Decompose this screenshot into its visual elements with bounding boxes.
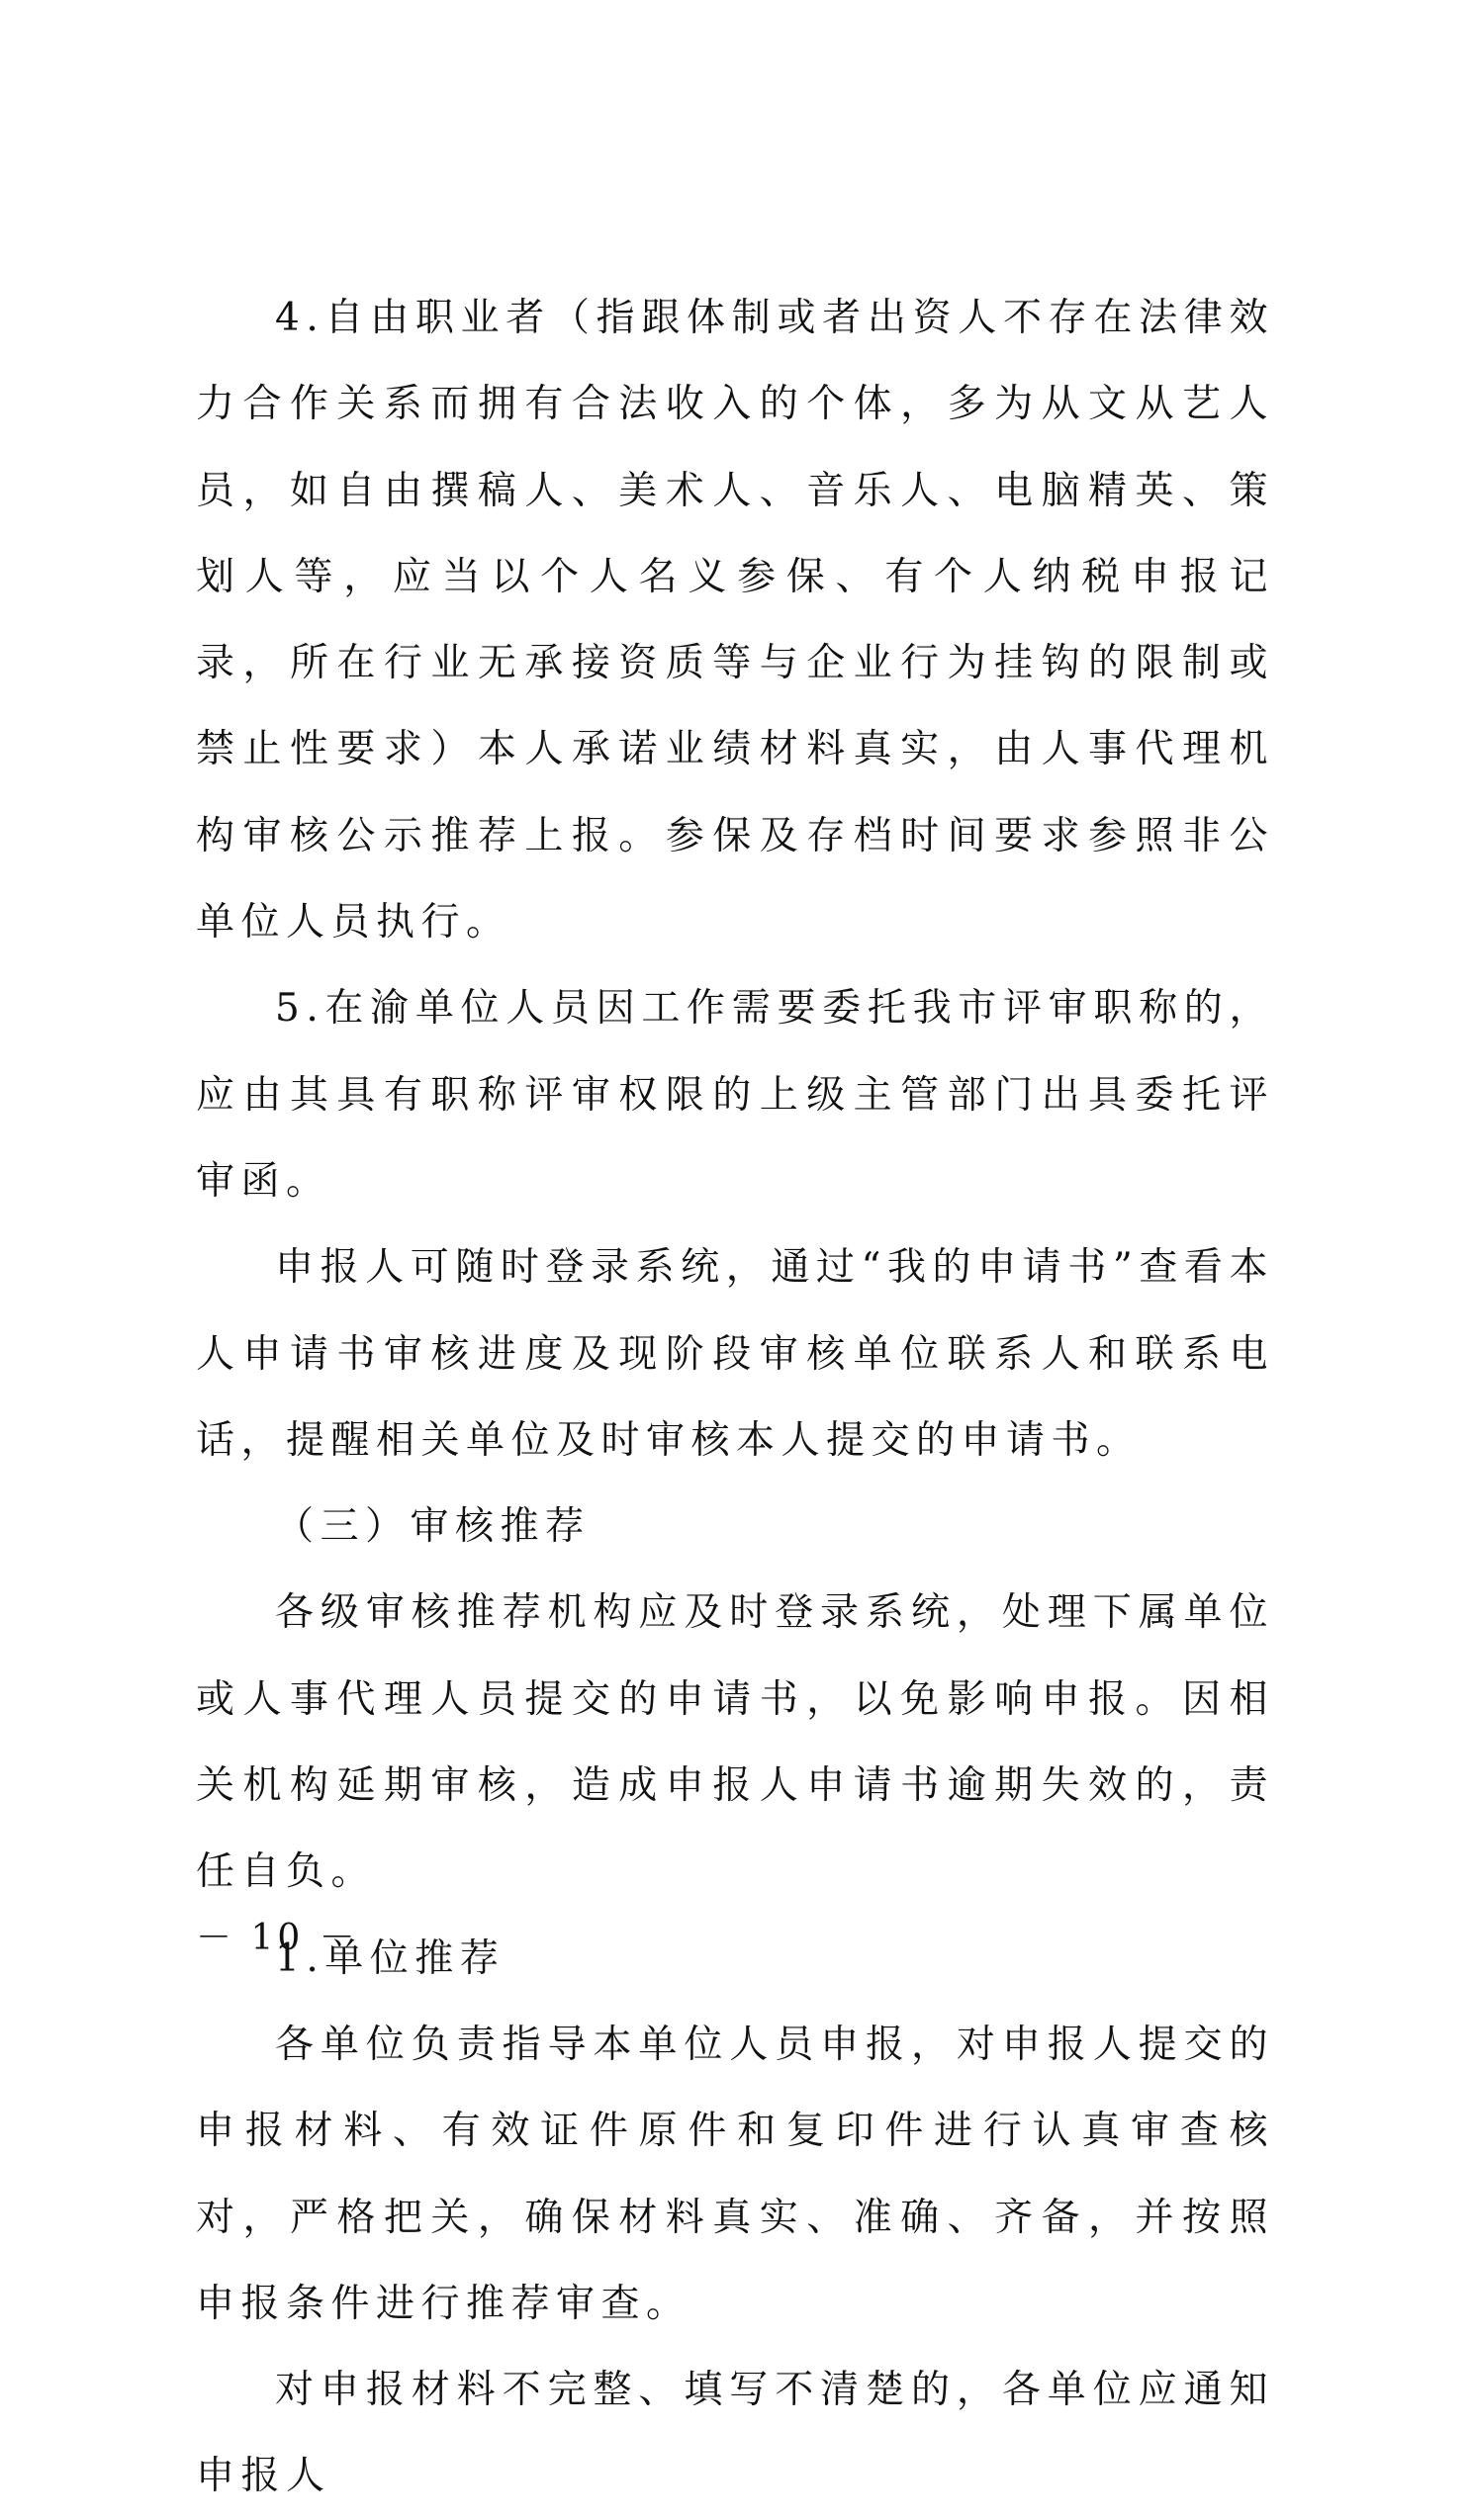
section-heading-review-recommendation: （三）审核推荐	[275, 1504, 591, 1550]
paragraph-incomplete-materials: 对申报材料不完整、填写不清楚的，各单位应通知申报人	[196, 2368, 1274, 2499]
paragraph-review-agencies: 各级审核推荐机构应及时登录系统，处理下属单位或人事代理人员提交的申请书，以免影响申报。因相关机构延期审核，造成申报人申请书逾期失效的，责任自负。	[196, 1590, 1274, 1895]
document-body	[196, 275, 1274, 2520]
page-number: － 10 －	[196, 1918, 359, 1958]
subheading-unit-recommendation: 1.单位推荐	[275, 1935, 506, 1981]
paragraph-item-4-freelancers: 4.自由职业者（指跟体制或者出资人不存在法律效力合作关系而拥有合法收入的个体，多为从文从艺人员，如自由撰稿人、美术人、音乐人、电脑精英、策划人等，应当以个人名义参保、有个人纳税申报记录，所在行业无承接资质等与企业行为挂钩的限制或禁止性要求）本人承诺业绩材料真实，由人事代理机构审核公示推荐上报。参保及存档时间要求参照非公单位人员执行。	[196, 296, 1274, 945]
paragraph-unit-responsibility: 各单位负责指导本单位人员申报，对申报人提交的申报材料、有效证件原件和复印件进行认真审查核对，严格把关，确保材料真实、准确、齐备，并按照申报条件进行推荐审查。	[196, 2022, 1274, 2326]
paragraph-applicant-progress: 申报人可随时登录系统，通过“我的申请书”查看本人申请书审核进度及现阶段审核单位联系人和联系电话，提醒相关单位及时审核本人提交的申请书。	[196, 1245, 1274, 1463]
paragraph-item-5-commissioned-review: 5.在渝单位人员因工作需要委托我市评审职称的，应由其具有职称评审权限的上级主管部门出具委托评审函。	[196, 986, 1274, 1204]
